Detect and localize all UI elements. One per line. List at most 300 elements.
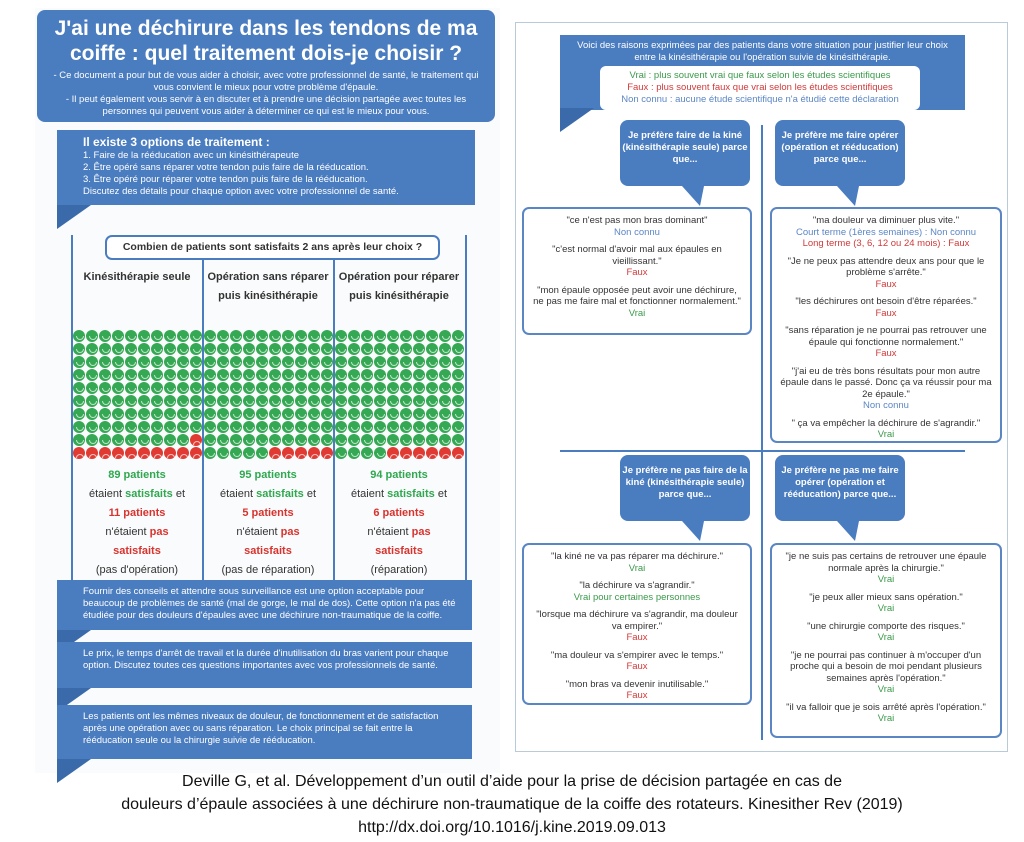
quote-text: "une chirurgie comporte des risques." (807, 620, 965, 632)
citation-doi: http://dx.doi.org/10.1016/j.kine.2019.09.013 (358, 819, 666, 836)
smiley-happy-icon (452, 382, 464, 394)
smiley-happy-icon (269, 343, 281, 355)
quote-box (522, 543, 752, 705)
smiley-sad-icon (112, 447, 124, 459)
smiley-happy-icon (125, 369, 137, 381)
smiley-happy-icon (230, 395, 242, 407)
smiley-happy-icon (374, 343, 386, 355)
stat-word: satisfaits (387, 488, 435, 500)
smiley-happy-icon (348, 356, 360, 368)
smiley-happy-icon (204, 382, 216, 394)
smiley-happy-icon (374, 421, 386, 433)
citation-line: Deville G, et al. Développement d’un outil d’aide pour la prise de décision partagée en cas de (182, 773, 842, 790)
smiley-happy-icon (112, 330, 124, 342)
speech-bubble: Je préfère faire de la kiné (kinésithérapie seule) parce que... (620, 120, 750, 186)
smiley-happy-icon (73, 395, 85, 407)
verdict-label: Faux (626, 632, 648, 643)
smiley-happy-icon (256, 343, 268, 355)
smiley-happy-icon (374, 434, 386, 446)
smiley-happy-icon (308, 356, 320, 368)
smiley-happy-icon (230, 330, 242, 342)
smiley-happy-icon (243, 382, 255, 394)
quote-text: "les déchirures ont besoin d'être réparées." (795, 296, 977, 307)
quote-text: "ma douleur va diminuer plus vite." (812, 215, 960, 226)
quote-text: "je ne pourrai pas continuer à m'occuper d'un proche qui a besoin de moi pendant plusieurs semaines après l'opération." (790, 649, 982, 684)
smiley-happy-icon (125, 421, 137, 433)
smiley-happy-icon (439, 369, 451, 381)
smiley-happy-icon (99, 369, 111, 381)
smiley-happy-icon (335, 434, 347, 446)
verdict-label: Faux (626, 267, 648, 278)
treatment-column (73, 268, 201, 580)
smiley-happy-icon (387, 369, 399, 381)
stat-line (335, 466, 463, 485)
smiley-happy-icon (439, 330, 451, 342)
smiley-happy-icon (348, 421, 360, 433)
smiley-sad-icon (439, 447, 451, 459)
note-text: Les patients ont les mêmes niveaux de douleur, de fonctionnement et de satisfaction après une opération avec ou sans réparation. Le choix principal se fait entre la rééducation seule ou la chirurgie suivie de rééducation. (83, 711, 439, 746)
smiley-happy-icon (413, 369, 425, 381)
smiley-happy-icon (308, 434, 320, 446)
smiley-happy-icon (295, 434, 307, 446)
smiley-happy-icon (269, 434, 281, 446)
stat-line (73, 542, 201, 561)
column-note: (pas de réparation) (221, 564, 315, 576)
legend-faux: Faux : plus souvent faux que vrai selon les études scientifiques (627, 82, 893, 93)
face-grid (335, 330, 463, 454)
smiley-happy-icon (295, 395, 307, 407)
options-box (57, 130, 475, 205)
verdict-label: Vrai (628, 562, 646, 574)
verdict-label: Long terme (3, 6, 12 ou 24 mois) : Faux (802, 238, 970, 249)
quote-item (532, 679, 742, 702)
smiley-happy-icon (243, 369, 255, 381)
quote-item (532, 244, 742, 279)
smiley-happy-icon (374, 330, 386, 342)
quote-item (532, 285, 742, 320)
smiley-happy-icon (387, 343, 399, 355)
quote-item (780, 551, 992, 586)
smiley-happy-icon (335, 447, 347, 459)
reasons-intro: Voici des raisons exprimées par des patients dans votre situation pour justifier leur choix entre la kinésithérapie ou l'opération suivie de kinésithérapie. (577, 40, 948, 63)
smiley-happy-icon (125, 434, 137, 446)
stat-word: satisfaits (375, 545, 423, 557)
smiley-happy-icon (164, 434, 176, 446)
smiley-happy-icon (295, 421, 307, 433)
verdict-label: Court terme (1ères semaines) : Non connu (795, 226, 977, 238)
smiley-happy-icon (204, 330, 216, 342)
smiley-happy-icon (426, 343, 438, 355)
smiley-happy-icon (426, 434, 438, 446)
smiley-happy-icon (361, 369, 373, 381)
smiley-happy-icon (413, 408, 425, 420)
stat-line (73, 504, 201, 523)
smiley-happy-icon (269, 408, 281, 420)
smiley-sad-icon (99, 447, 111, 459)
smiley-happy-icon (387, 408, 399, 420)
quote-text: "je ne suis pas certains de retrouver une épaule normale après la chirurgie." (785, 551, 987, 574)
smiley-happy-icon (321, 369, 333, 381)
quote-item (780, 418, 992, 441)
verdict-label: Faux (626, 690, 648, 701)
smiley-happy-icon (295, 408, 307, 420)
options-title: Il existe 3 options de traitement : (83, 135, 270, 149)
smiley-happy-icon (190, 421, 202, 433)
smiley-happy-icon (73, 369, 85, 381)
smiley-happy-icon (190, 356, 202, 368)
smiley-happy-icon (348, 343, 360, 355)
verdict-label: Vrai (628, 307, 646, 319)
smiley-happy-icon (348, 369, 360, 381)
smiley-happy-icon (112, 356, 124, 368)
quote-text: "lorsque ma déchirure va s'agrandir, ma douleur va empirer." (536, 609, 738, 632)
smiley-happy-icon (190, 330, 202, 342)
smiley-happy-icon (452, 343, 464, 355)
speech-bubble: Je préfère ne pas me faire opérer (opération et rééducation) parce que... (775, 455, 905, 521)
stat-word: étaient (88, 488, 126, 500)
smiley-happy-icon (400, 434, 412, 446)
smiley-happy-icon (125, 330, 137, 342)
verdict-label: Faux (875, 307, 897, 319)
smiley-sad-icon (308, 447, 320, 459)
satisfied-count: 95 patients (239, 469, 297, 481)
stat-word: satisfaits (244, 545, 292, 557)
smiley-happy-icon (204, 356, 216, 368)
smiley-happy-icon (177, 408, 189, 420)
stat-line (204, 485, 332, 504)
quote-text: "je peux aller mieux sans opération." (809, 591, 963, 603)
quote-item (780, 366, 992, 412)
face-grid (204, 330, 332, 454)
smiley-happy-icon (269, 356, 281, 368)
smiley-happy-icon (335, 408, 347, 420)
smiley-happy-icon (73, 382, 85, 394)
quote-box (770, 207, 1002, 443)
smiley-happy-icon (177, 369, 189, 381)
quote-text: "ce n'est pas mon bras dominant" (566, 215, 708, 226)
quote-item (532, 609, 742, 644)
smiley-happy-icon (151, 408, 163, 420)
smiley-happy-icon (295, 330, 307, 342)
smiley-happy-icon (335, 343, 347, 355)
smiley-happy-icon (86, 408, 98, 420)
smiley-happy-icon (439, 382, 451, 394)
smiley-happy-icon (400, 395, 412, 407)
column-title: Opération pour réparer puis kinésithérapie (338, 271, 460, 302)
smiley-happy-icon (361, 343, 373, 355)
smiley-happy-icon (426, 356, 438, 368)
smiley-happy-icon (308, 421, 320, 433)
smiley-happy-icon (99, 434, 111, 446)
smiley-happy-icon (190, 343, 202, 355)
note-text: Fournir des conseils et attendre sous surveillance est une option acceptable pour beaucoup de problèmes de santé (mal de gorge, le mal de dos). Cette option n'a pas été étudiée pour des douleurs d'épaules avec une déchirure non-traumatique de la coiffe. (83, 586, 456, 621)
smiley-sad-icon (452, 447, 464, 459)
quote-item (532, 580, 742, 603)
unsatisfied-count: 5 patients (242, 507, 294, 519)
smiley-happy-icon (138, 395, 150, 407)
citation (0, 770, 1024, 839)
smiley-happy-icon (177, 356, 189, 368)
smiley-happy-icon (361, 447, 373, 459)
smiley-happy-icon (282, 434, 294, 446)
smiley-happy-icon (230, 447, 242, 459)
verdict-label: Vrai (877, 684, 895, 695)
smiley-happy-icon (230, 356, 242, 368)
quote-item (780, 296, 992, 319)
note-text: Le prix, le temps d'arrêt de travail et la durée d'inutilisation du bras varient pour chaque option. Discutez toutes ces questions importantes avec vos professionnels de santé. (83, 648, 449, 671)
smiley-happy-icon (112, 369, 124, 381)
quote-text: "Je ne peux pas attendre deux ans pour que le problème s'arrête." (787, 255, 985, 278)
stat-word: n'étaient (367, 526, 412, 538)
stat-word: étaient (350, 488, 388, 500)
smiley-happy-icon (99, 382, 111, 394)
quote-text: "mon épaule opposée peut avoir une déchirure, ne pas me faire mal et fonctionner normalement." (533, 284, 741, 307)
smiley-sad-icon (177, 447, 189, 459)
smiley-happy-icon (230, 382, 242, 394)
smiley-happy-icon (164, 356, 176, 368)
smiley-sad-icon (321, 447, 333, 459)
smiley-happy-icon (190, 369, 202, 381)
smiley-happy-icon (452, 408, 464, 420)
verdict-label: Vrai pour certaines personnes (573, 591, 701, 603)
smiley-happy-icon (452, 421, 464, 433)
smiley-happy-icon (387, 330, 399, 342)
smiley-happy-icon (138, 343, 150, 355)
smiley-happy-icon (256, 447, 268, 459)
smiley-happy-icon (256, 395, 268, 407)
divider (761, 125, 763, 740)
smiley-happy-icon (348, 395, 360, 407)
page-title: J'ai une déchirure dans les tendons de ma coiffe : quel traitement dois-je choisir ? (54, 17, 478, 65)
smiley-happy-icon (321, 395, 333, 407)
smiley-happy-icon (204, 369, 216, 381)
smiley-happy-icon (335, 330, 347, 342)
quote-item (780, 702, 992, 725)
smiley-happy-icon (177, 330, 189, 342)
smiley-happy-icon (348, 330, 360, 342)
smiley-happy-icon (177, 343, 189, 355)
stat-word: satisfaits (125, 488, 173, 500)
smiley-happy-icon (256, 408, 268, 420)
quote-item (532, 650, 742, 673)
smiley-happy-icon (400, 382, 412, 394)
smiley-happy-icon (374, 408, 386, 420)
smiley-happy-icon (256, 382, 268, 394)
smiley-happy-icon (217, 369, 229, 381)
smiley-happy-icon (138, 408, 150, 420)
smiley-happy-icon (230, 369, 242, 381)
smiley-happy-icon (387, 382, 399, 394)
unsatisfied-count: 6 patients (373, 507, 425, 519)
smiley-happy-icon (138, 434, 150, 446)
smiley-sad-icon (73, 447, 85, 459)
stat-line (335, 523, 463, 542)
stat-word: et (303, 488, 317, 500)
smiley-happy-icon (99, 343, 111, 355)
smiley-sad-icon (190, 434, 202, 446)
smiley-happy-icon (335, 395, 347, 407)
smiley-happy-icon (269, 395, 281, 407)
quote-item (780, 256, 992, 291)
smiley-happy-icon (73, 408, 85, 420)
legend-vrai: Vrai : plus souvent vrai que faux selon les études scientifiques (629, 70, 891, 81)
smiley-happy-icon (439, 395, 451, 407)
smiley-happy-icon (387, 421, 399, 433)
satisfied-count: 89 patients (108, 469, 166, 481)
quote-text: "c'est normal d'avoir mal aux épaules en vieillissant." (552, 244, 722, 267)
intro-line: - Il peut également vous servir à en discuter et à prendre une décision partagée avec toutes les personnes qui peuvent vous aider à déterminer ce qui est le mieux pour vous. (65, 94, 467, 117)
smiley-happy-icon (112, 408, 124, 420)
smiley-happy-icon (348, 447, 360, 459)
smiley-happy-icon (361, 330, 373, 342)
smiley-happy-icon (269, 330, 281, 342)
smiley-happy-icon (138, 356, 150, 368)
smiley-happy-icon (335, 369, 347, 381)
smiley-happy-icon (361, 408, 373, 420)
smiley-happy-icon (295, 343, 307, 355)
quote-item (532, 551, 742, 574)
smiley-happy-icon (164, 395, 176, 407)
verdict-label: Vrai (877, 429, 895, 440)
smiley-happy-icon (426, 395, 438, 407)
verdict-label: Vrai (877, 603, 895, 614)
stat-line (204, 523, 332, 542)
smiley-sad-icon (86, 447, 98, 459)
verdict-label: Vrai (877, 713, 895, 724)
smiley-happy-icon (387, 434, 399, 446)
smiley-happy-icon (321, 421, 333, 433)
stat-line (204, 542, 332, 561)
smiley-sad-icon (282, 447, 294, 459)
quote-box (522, 207, 752, 335)
stat-line (335, 542, 463, 561)
smiley-happy-icon (256, 421, 268, 433)
verdict-label: Non connu (863, 400, 909, 411)
option-item: 3. Être opéré pour réparer votre tendon puis faire de la rééducation. (83, 174, 368, 185)
smiley-happy-icon (413, 421, 425, 433)
smiley-happy-icon (86, 343, 98, 355)
column-title: Opération sans réparer puis kinésithérapie (207, 271, 329, 302)
smiley-happy-icon (256, 330, 268, 342)
smiley-happy-icon (125, 395, 137, 407)
smiley-happy-icon (452, 356, 464, 368)
smiley-happy-icon (361, 382, 373, 394)
smiley-happy-icon (243, 395, 255, 407)
smiley-happy-icon (452, 395, 464, 407)
stat-word: et (172, 488, 186, 500)
smiley-happy-icon (243, 434, 255, 446)
divider (465, 235, 467, 580)
quote-item (780, 650, 992, 696)
smiley-sad-icon (164, 447, 176, 459)
quote-box (770, 543, 1002, 738)
smiley-happy-icon (387, 356, 399, 368)
stat-line (335, 485, 463, 504)
smiley-happy-icon (164, 343, 176, 355)
smiley-happy-icon (452, 369, 464, 381)
smiley-happy-icon (204, 434, 216, 446)
smiley-happy-icon (138, 330, 150, 342)
smiley-happy-icon (99, 330, 111, 342)
speech-bubble: Je préfère ne pas faire de la kiné (kinésithérapie seule) parce que... (620, 455, 750, 521)
smiley-happy-icon (413, 382, 425, 394)
box-tail (57, 205, 91, 229)
smiley-happy-icon (125, 408, 137, 420)
smiley-happy-icon (190, 382, 202, 394)
smiley-happy-icon (138, 369, 150, 381)
smiley-happy-icon (151, 330, 163, 342)
divider (560, 450, 965, 452)
stat-word: pas (280, 526, 300, 538)
smiley-happy-icon (86, 434, 98, 446)
smiley-happy-icon (361, 421, 373, 433)
intro-line: - Ce document a pour but de vous aider à choisir, avec votre professionnel de santé, le traitement qui vous convient le mieux pour votre problème d'épaule. (53, 70, 479, 93)
stat-word: pas (149, 526, 169, 538)
smiley-happy-icon (125, 343, 137, 355)
quote-text: " ça va empêcher la déchirure de s'agrandir." (791, 417, 981, 429)
smiley-happy-icon (400, 343, 412, 355)
smiley-happy-icon (321, 356, 333, 368)
smiley-happy-icon (217, 434, 229, 446)
smiley-happy-icon (204, 421, 216, 433)
note-box (57, 642, 472, 688)
smiley-happy-icon (321, 434, 333, 446)
smiley-happy-icon (256, 369, 268, 381)
smiley-happy-icon (282, 343, 294, 355)
quote-text: "sans réparation je ne pourrai pas retrouver une épaule qui fonctionne normalement." (785, 325, 987, 348)
smiley-happy-icon (204, 408, 216, 420)
verdict-label: Faux (875, 278, 897, 290)
smiley-sad-icon (387, 447, 399, 459)
smiley-sad-icon (400, 447, 412, 459)
smiley-happy-icon (164, 369, 176, 381)
stat-line (204, 504, 332, 523)
smiley-happy-icon (256, 434, 268, 446)
smiley-happy-icon (151, 343, 163, 355)
smiley-happy-icon (426, 421, 438, 433)
smiley-sad-icon (426, 447, 438, 459)
smiley-happy-icon (243, 447, 255, 459)
smiley-happy-icon (413, 343, 425, 355)
smiley-happy-icon (217, 408, 229, 420)
smiley-happy-icon (86, 421, 98, 433)
smiley-happy-icon (400, 369, 412, 381)
smiley-sad-icon (295, 447, 307, 459)
note-box (57, 705, 472, 759)
quote-item (780, 215, 992, 250)
stat-word: pas (411, 526, 431, 538)
smiley-happy-icon (256, 356, 268, 368)
smiley-sad-icon (413, 447, 425, 459)
quote-text: "j'ai eu de très bons résultats pour mon autre épaule dans le passé. Donc ça va réussir pour ma 2e épaule." (780, 365, 992, 400)
smiley-happy-icon (269, 382, 281, 394)
option-item: 2. Être opéré sans réparer votre tendon puis faire de la rééducation. (83, 162, 369, 173)
smiley-happy-icon (308, 330, 320, 342)
smiley-happy-icon (439, 356, 451, 368)
smiley-happy-icon (151, 356, 163, 368)
smiley-happy-icon (413, 395, 425, 407)
smiley-happy-icon (99, 421, 111, 433)
stat-word: n'étaient (105, 526, 150, 538)
smiley-happy-icon (282, 330, 294, 342)
smiley-happy-icon (73, 356, 85, 368)
smiley-happy-icon (321, 408, 333, 420)
smiley-sad-icon (125, 447, 137, 459)
smiley-happy-icon (321, 382, 333, 394)
option-item: Discutez des détails pour chaque option avec votre professionnel de santé. (83, 186, 399, 197)
column-note: (pas d'opération) (95, 564, 179, 576)
smiley-happy-icon (413, 330, 425, 342)
